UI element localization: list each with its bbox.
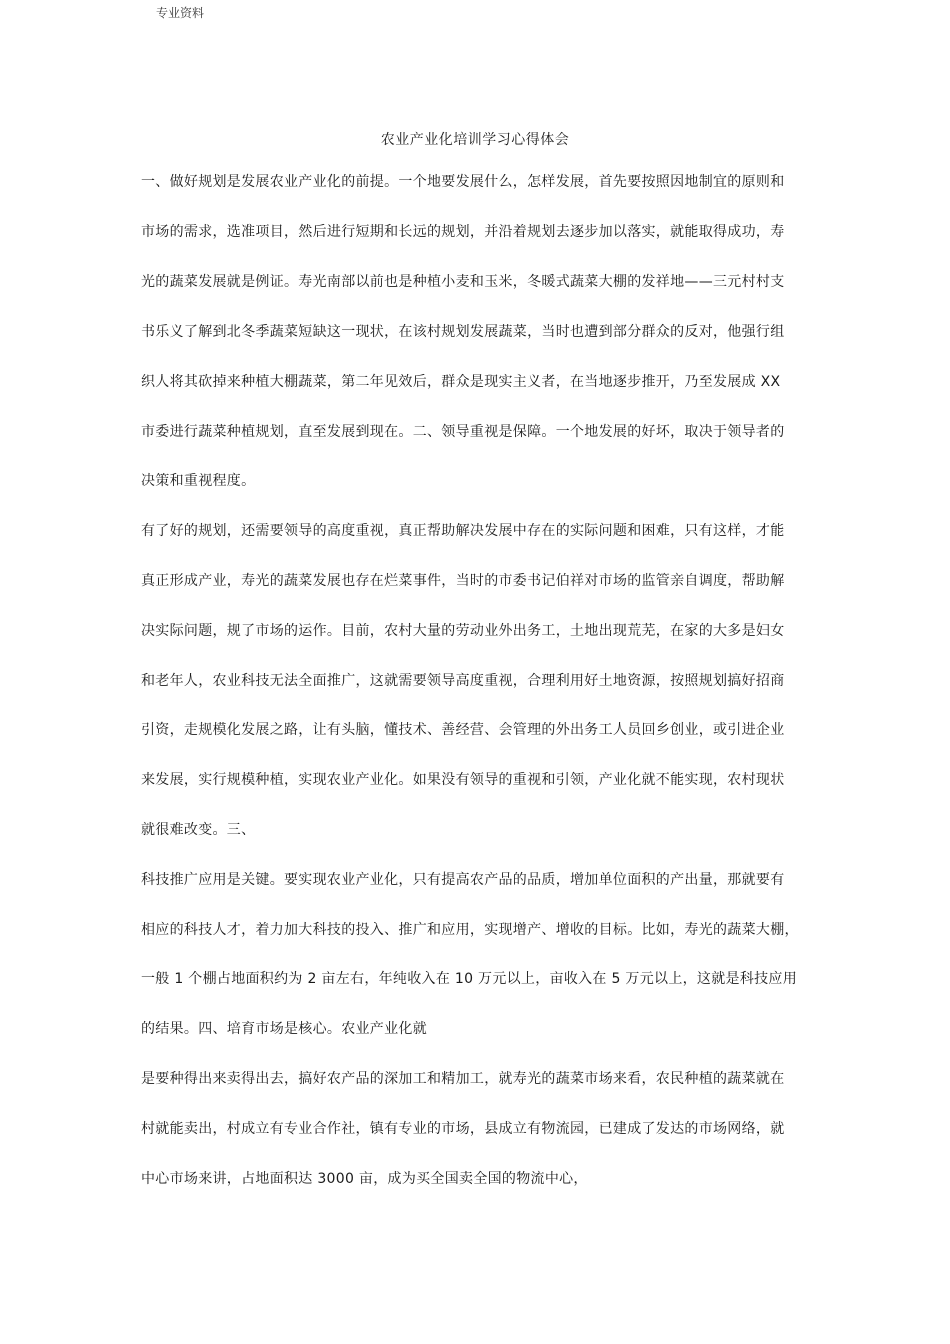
text-line: 的结果。四、培育市场是核心。农业产业化就	[141, 1021, 427, 1037]
text-line: 中心市场来讲，占地面积达 3000 亩，成为买全国卖全国的物流中心，	[141, 1171, 588, 1187]
text-line: 书乐义了解到北冬季蔬菜短缺这一现状，在该村规划发展蔬菜，当时也遭到部分群众的反对，他强行组	[141, 324, 785, 340]
text-line: 一般 1 个棚占地面积约为 2 亩左右，年纯收入在 10 万元以上，亩收入在 5 万元以上，这就是科技应用	[141, 971, 798, 987]
text-line: 相应的科技人才，着力加大科技的投入、推广和应用，实现增产、增收的目标。比如，寿光的蔬菜大棚，	[141, 922, 799, 938]
header-mark: 专业资料	[156, 6, 205, 20]
text-line: 决策和重视程度。	[141, 473, 256, 489]
text-line: 一、做好规划是发展农业产业化的前提。一个地要发展什么，怎样发展，首先要按照因地制宜的原则和	[141, 174, 785, 190]
text-line: 有了好的规划，还需要领导的高度重视，真正帮助解决发展中存在的实际问题和困难，只有这样，才能	[141, 523, 785, 539]
text-line: 引资，走规模化发展之路，让有头脑，懂技术、善经营、会管理的外出务工人员回乡创业，或引进企业	[141, 722, 785, 738]
text-line: 村就能卖出，村成立有专业合作社，镇有专业的市场，县成立有物流园，已建成了发达的市场网络，就	[141, 1121, 785, 1137]
text-line: 决实际问题，规了市场的运作。目前，农村大量的劳动业外出务工，土地出现荒芜，在家的大多是妇女	[141, 623, 785, 639]
text-line: 市场的需求，选准项目，然后进行短期和长远的规划，并沿着规划去逐步加以落实，就能取得成功，寿	[141, 224, 785, 240]
text-line: 就很难改变。三、	[141, 822, 256, 838]
text-line: 科技推广应用是关键。要实现农业产业化，只有提高农产品的品质，增加单位面积的产出量，那就要有	[141, 872, 785, 888]
document-title: 农业产业化培训学习心得体会	[380, 132, 570, 148]
text-line: 来发展，实行规模种植，实现农业产业化。如果没有领导的重视和引领，产业化就不能实现，农村现状	[141, 772, 785, 788]
text-line: 是要种得出来卖得出去，搞好农产品的深加工和精加工，就寿光的蔬菜市场来看，农民种植的蔬菜就在	[141, 1071, 785, 1087]
text-line: 和老年人，农业科技无法全面推广，这就需要领导高度重视，合理利用好土地资源，按照规划搞好招商	[141, 673, 785, 689]
text-line: 真正形成产业，寿光的蔬菜发展也存在烂菜事件，当时的市委书记伯祥对市场的监管亲自调度，帮助解	[141, 573, 785, 589]
text-line: 市委进行蔬菜种植规划，直至发展到现在。二、领导重视是保障。一个地发展的好坏，取决于领导者的	[141, 424, 785, 440]
text-line: 织人将其砍掉来种植大棚蔬菜，第二年见效后，群众是现实主义者，在当地逐步推开，乃至发展成 XX	[141, 374, 781, 390]
text-line: 光的蔬菜发展就是例证。寿光南部以前也是种植小麦和玉米，冬暖式蔬菜大棚的发祥地——三元村村支	[141, 274, 785, 290]
